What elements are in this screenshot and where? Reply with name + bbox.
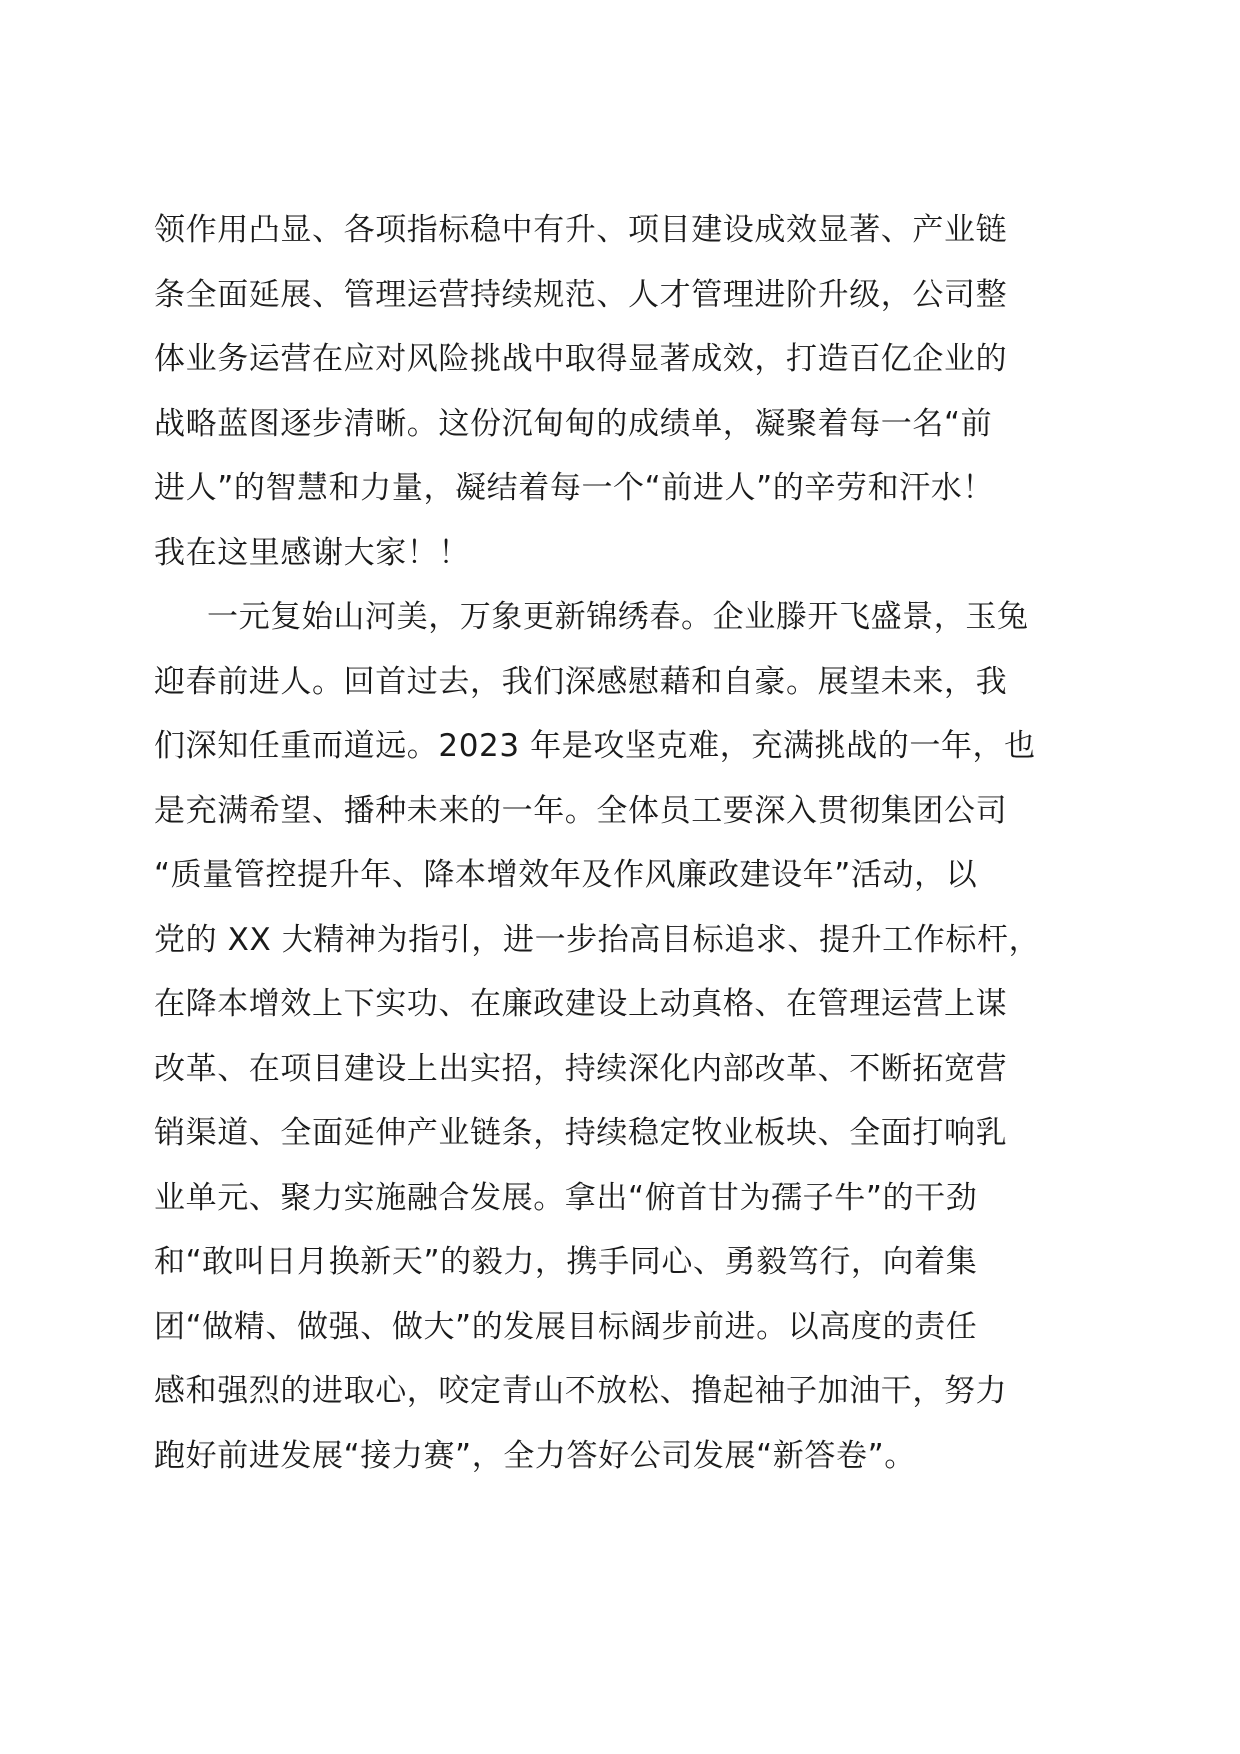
paragraph-2 (154, 585, 1114, 1488)
text-line: 进人”的智慧和力量，凝结着每一个“前进人”的辛劳和汗水！ (154, 470, 994, 506)
text-line: 体业务运营在应对风险挑战中取得显著成效，打造百亿企业的 (154, 341, 1008, 377)
text-line: 们深知任重而道远。2023 年是攻坚克难，充满挑战的一年，也 (154, 728, 1036, 764)
text-line: 条全面延展、管理运营持续规范、人才管理进阶升级，公司整 (154, 276, 1008, 313)
text-line: 迎春前进人。回首过去，我们深感慰藉和自豪。展望未来，我 (154, 663, 1008, 700)
text-line: 改革、在项目建设上出实招，持续深化内部改革、不断拓宽营 (154, 1050, 1008, 1087)
text-line: 我在这里感谢大家！！ (154, 534, 470, 571)
text-line: 党的 XX 大精神为指引，进一步抬高目标追求、提升工作标杆， (154, 921, 1041, 958)
text-line: 战略蓝图逐步清晰。这份沉甸甸的成绩单，凝聚着每一名“前 (154, 405, 993, 442)
text-line: 是充满希望、播种未来的一年。全体员工要深入贯彻集团公司 (154, 792, 1008, 829)
text-line: 感和强烈的进取心，咬定青山不放松、撸起袖子加油干，努力 (154, 1373, 1008, 1409)
document-body (154, 198, 1114, 1488)
text-line: 业单元、聚力实施融合发展。拿出“俯首甘为孺子牛”的干劲 (154, 1179, 978, 1216)
text-line: 在降本增效上下实功、在廉政建设上动真格、在管理运营上谋 (154, 986, 1008, 1022)
text-line: “质量管控提升年、降本增效年及作风廉政建设年”活动，以 (154, 857, 978, 893)
text-line: 和“敢叫日月换新天”的毅力，携手同心、勇毅笃行，向着集 (154, 1244, 978, 1280)
text-line: 销渠道、全面延伸产业链条，持续稳定牧业板块、全面打响乳 (154, 1115, 1008, 1151)
paragraph-1 (154, 198, 1114, 585)
text-line: 团“做精、做强、做大”的发展目标阔步前进。以高度的责任 (154, 1308, 978, 1345)
text-line: 领作用凸显、各项指标稳中有升、项目建设成效显著、产业链 (154, 212, 1008, 248)
text-line: 跑好前进发展“接力赛”，全力答好公司发展“新答卷”。 (154, 1437, 916, 1474)
text-line-indented: 一元复始山河美，万象更新锦绣春。企业滕开飞盛景，玉兔 (207, 599, 1029, 635)
